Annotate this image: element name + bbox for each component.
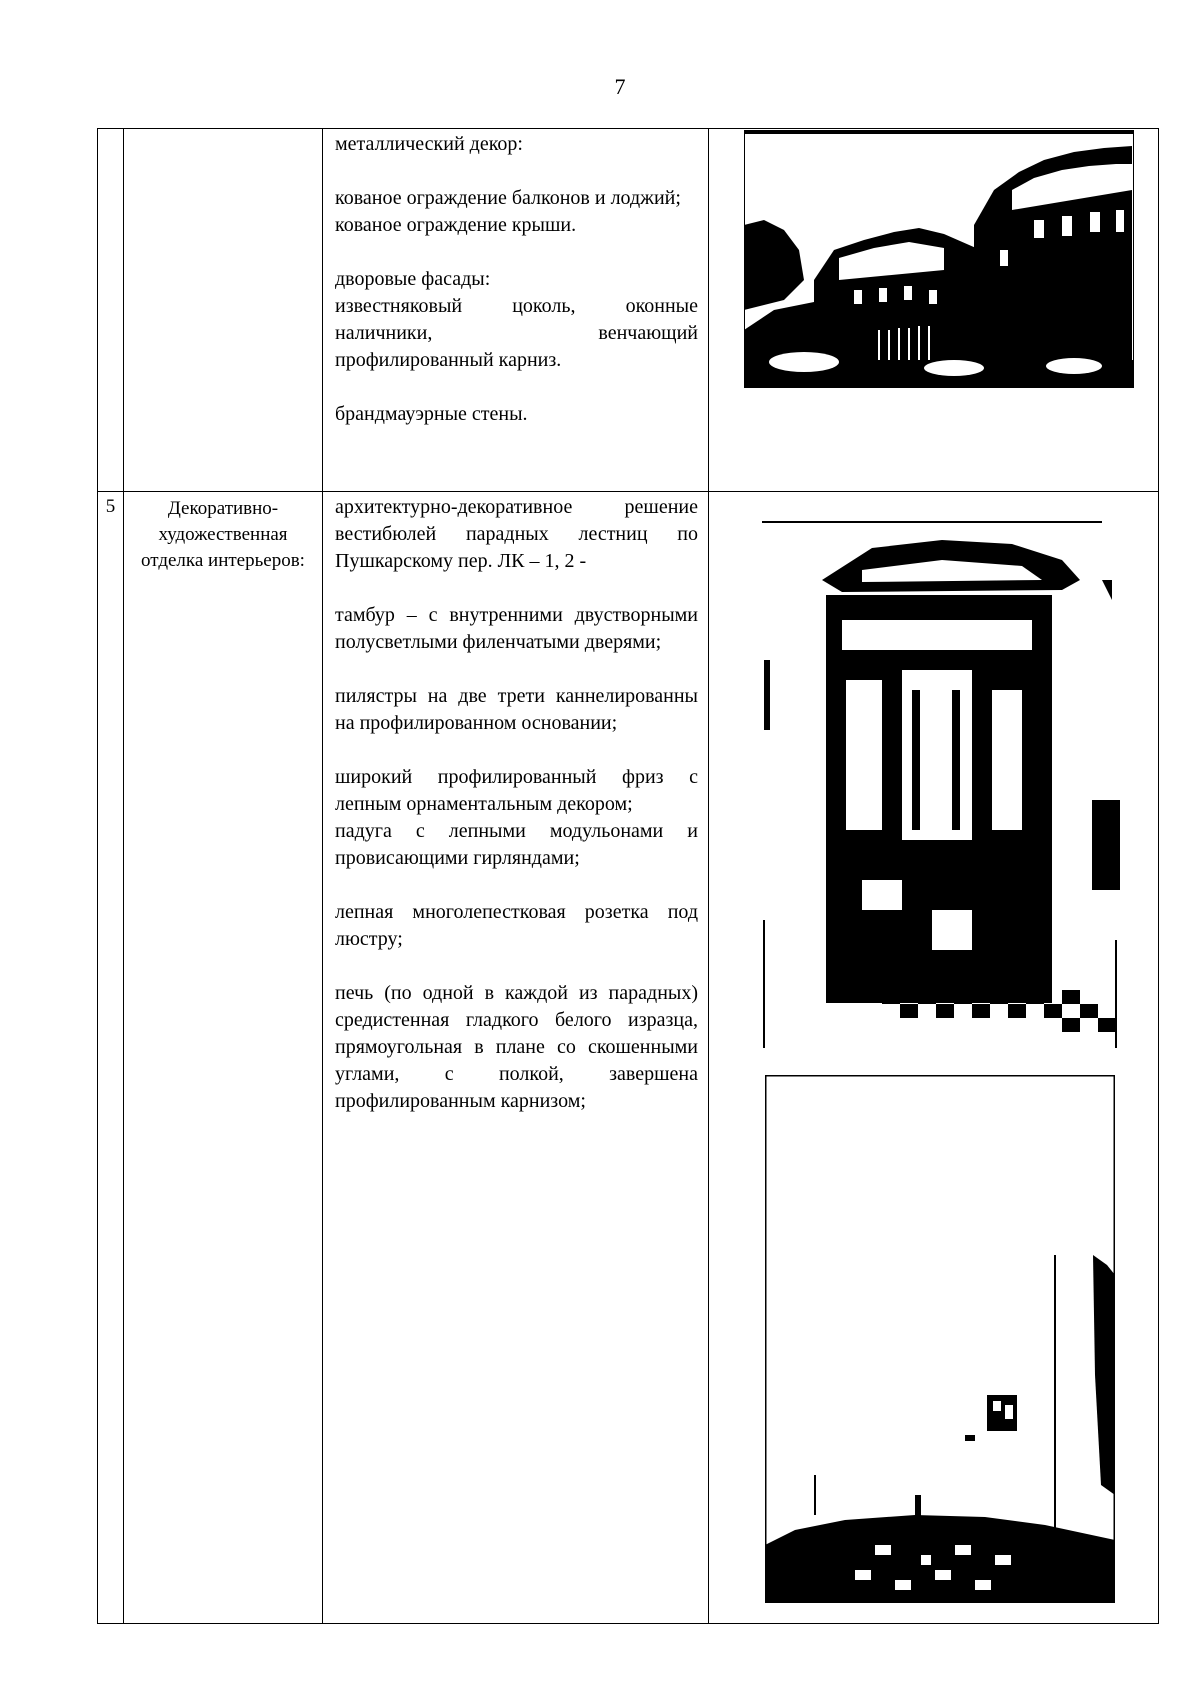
paragraph-metal-decor: металлический декор:	[335, 133, 523, 155]
row-description	[323, 492, 709, 1624]
paragraph-firewalls: брандмауэрные стены.	[335, 403, 528, 425]
photo-vestibule-doors	[762, 520, 1122, 1048]
paragraph-railings: кованое ограждение балконов и лоджий; кованое ограждение крыши.	[335, 187, 681, 236]
row-category	[124, 129, 323, 492]
paragraph-frieze: широкий профилированный фриз с лепным орнаментальным декором; падуга с лепными модульонами и провисающими гирляндами;	[335, 766, 698, 869]
page-number: 7	[614, 74, 626, 99]
row-number: 5	[98, 492, 124, 1624]
photo-stove	[765, 1075, 1115, 1603]
paragraph-tambour: тамбур – с внутренними двустворными полусветлыми филенчатыми дверями;	[335, 604, 698, 653]
photo-courtyard-facades	[744, 130, 1134, 388]
paragraph-stove: печь (по одной в каждой из парадных) средистенная гладкого белого изразца, прямоугольная в плане со скошенными углами, с полкой, завершена профилированным карнизом;	[335, 982, 698, 1112]
paragraph-courtyard-facades: дворовые фасады: известняковый цоколь, оконные наличники, венчающий профилированный карниз.	[335, 268, 698, 371]
row-description	[323, 129, 709, 492]
paragraph-vestibule: архитектурно-декоративное решение вестибюлей парадных лестниц по Пушкарскому пер. ЛК – 1, 2 -	[335, 496, 698, 572]
paragraph-pilasters: пилястры на две трети каннелированны на профилированном основании;	[335, 685, 698, 734]
row-category: Декоративно-художественная отделка интерьеров:	[124, 492, 323, 1624]
row-number	[98, 129, 124, 492]
paragraph-rosette: лепная многолепестковая розетка под люстру;	[335, 901, 698, 950]
